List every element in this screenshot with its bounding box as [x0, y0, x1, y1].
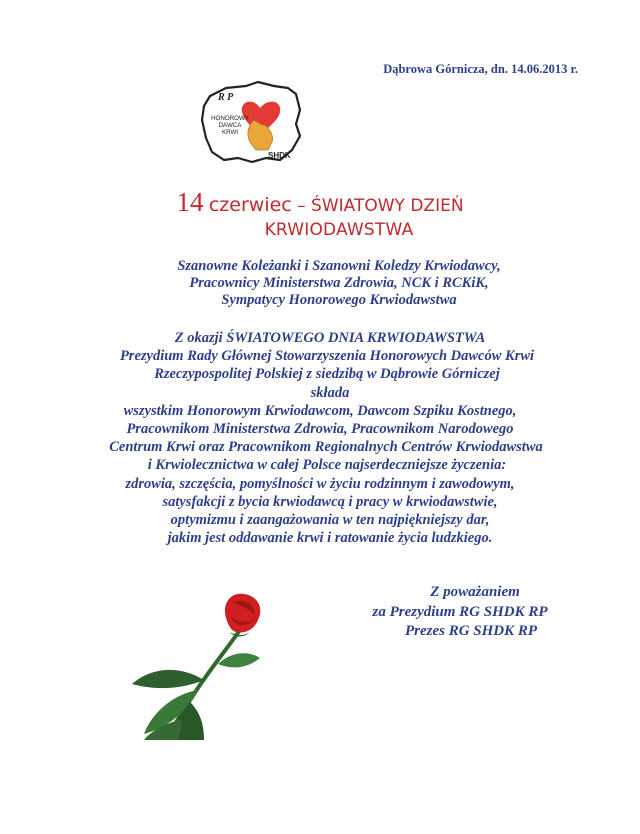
heading-rest: ŚWIATOWY DZIEŃ: [311, 196, 464, 216]
signature-title: Prezes RG SHDK RP: [404, 623, 538, 639]
body-line: Prezydium Rady Głównej Stowarzyszenia Honorowych Dawców Krwi: [119, 348, 535, 365]
body-line: Centrum Krwi oraz Pracownikom Regionalnych Centrów Krwiodawstwa: [109, 439, 543, 456]
heading-line-1: [0, 187, 640, 218]
logo-rp-text: R P: [218, 92, 234, 103]
body-line: jakim jest oddawanie krwi i ratowanie życia ludzkiego.: [167, 530, 493, 547]
logo-line3: KRWI: [221, 129, 239, 136]
body-line: składa: [310, 384, 350, 401]
shdk-logo: [196, 80, 306, 166]
salutation-line: Sympatycy Honorowego Krwiodawstwa: [221, 292, 457, 308]
signature-on-behalf: za Prezydium RG SHDK RP: [372, 603, 548, 620]
body-line: satysfakcji z bycia krwiodawcą i pracy w krwiodawstwie,: [162, 493, 498, 510]
salutation-line: Pracownicy Ministerstwa Zdrowia, NCK i RCKiK,: [189, 275, 489, 291]
letter-date: Dąbrowa Górnicza, dn. 14.06.2013 r.: [383, 62, 578, 76]
rose-image: [108, 572, 286, 740]
body-line: Pracownikom Ministerstwa Zdrowia, Pracownikom Narodowego: [126, 421, 514, 438]
body-line: wszystkim Honorowym Krwiodawcom, Dawcom Szpiku Kostnego,: [123, 402, 517, 419]
salutation-line: Szanowne Koleżanki i Szanowni Koledzy Krwiodawcy,: [177, 258, 501, 274]
letter-body: [0, 329, 640, 547]
heading-month: czerwiec: [208, 194, 292, 216]
heading-line-2: KRWIODAWSTWA: [264, 220, 414, 240]
signature-block: [340, 583, 580, 642]
logo-line2: DAWCA: [218, 122, 242, 129]
body-line: Z okazji ŚWIATOWEGO DNIA KRWIODAWSTWA: [174, 330, 486, 346]
signature-closing: Z poważaniem: [430, 584, 520, 600]
body-line: Rzeczypospolitej Polskiej z siedzibą w Dąbrowie Górniczej: [154, 366, 500, 383]
logo-line1: HONOROWY: [211, 115, 249, 122]
body-line: i Krwiolecznictwa w całej Polsce najserdeczniejsze życzenia:: [147, 457, 507, 474]
body-line: optymizmu i zaangażowania w ten najpiękniejszy dar,: [170, 512, 490, 529]
salutation: [0, 258, 640, 309]
heading-day: 14: [176, 187, 204, 217]
body-line: zdrowia, szczęścia, pomyślności w życiu rodzinnym i zawodowym,: [125, 475, 515, 492]
logo-badge: SHDK: [268, 151, 291, 160]
heading-dash: –: [297, 196, 306, 216]
